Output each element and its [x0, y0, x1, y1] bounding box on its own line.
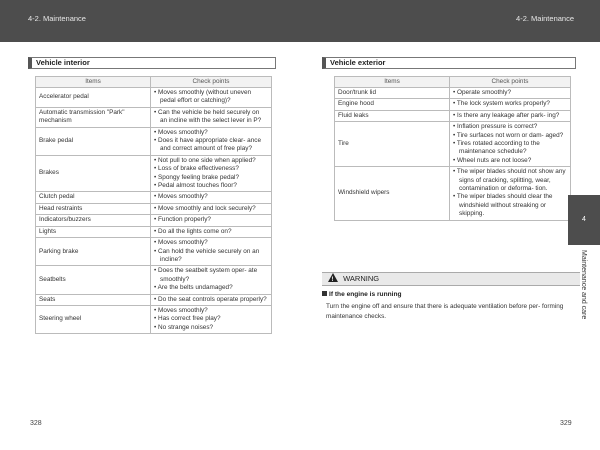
interior-section-title: Vehicle interior: [28, 57, 276, 69]
warning-subtitle-row: [322, 291, 580, 298]
check-point: • Can the vehicle be held securely on an incline with the select lever in P?: [154, 108, 262, 125]
table-row: [36, 266, 272, 294]
check-point: • Move smoothly and lock securely?: [154, 204, 256, 212]
header-right-title: 4-2. Maintenance: [516, 14, 574, 23]
warning-title: WARNING: [343, 274, 380, 283]
row-item-name: Fluid leaks: [335, 110, 450, 121]
row-check-points: [151, 294, 272, 305]
table-row: [36, 238, 272, 266]
table-row: [36, 226, 272, 237]
interior-checklist-table: [35, 76, 272, 334]
page-number-right: 329: [560, 420, 572, 427]
row-item-name: Brakes: [36, 155, 151, 192]
row-check-points: [151, 88, 272, 108]
row-check-points: [450, 110, 571, 121]
row-item-name: Parking brake: [36, 238, 151, 266]
check-point: • The wiper blades should clear the windshield without streaking or skipping.: [453, 193, 553, 218]
row-item-name: Tire: [335, 122, 450, 167]
row-item-name: Engine hood: [335, 99, 450, 110]
check-point: • No strange noises?: [154, 323, 214, 331]
row-item-name: Windshield wipers: [335, 167, 450, 220]
column-header-check-points: Check points: [151, 77, 272, 88]
row-check-points: [151, 107, 272, 127]
row-item-name: Lights: [36, 226, 151, 237]
table-row: [335, 99, 571, 110]
row-item-name: Seats: [36, 294, 151, 305]
check-point: • Are the belts undamaged?: [154, 284, 233, 292]
row-item-name: Head restraints: [36, 203, 151, 214]
table-row: [36, 305, 272, 333]
table-row: [36, 294, 272, 305]
row-check-points: [151, 226, 272, 237]
warning-subtitle: If the engine is running: [329, 291, 402, 298]
table-row: [335, 88, 571, 99]
check-point: • Moves smoothly?: [154, 193, 208, 201]
check-point: • Is there any leakage after park- ing?: [453, 111, 560, 119]
row-check-points: [151, 215, 272, 226]
row-item-name: Steering wheel: [36, 305, 151, 333]
page-header: [0, 0, 600, 42]
warning-triangle-icon: !: [328, 273, 338, 282]
row-check-points: [151, 127, 272, 155]
check-point: • Moves smoothly?: [154, 239, 208, 247]
column-header-items: Items: [335, 77, 450, 88]
row-item-name: Seatbelts: [36, 266, 151, 294]
square-bullet-icon: [322, 291, 327, 296]
check-point: • Inflation pressure is correct?: [453, 123, 538, 131]
table-row: [36, 107, 272, 127]
row-check-points: [450, 122, 571, 167]
chapter-tab-number: 4: [568, 195, 600, 245]
row-check-points: [450, 167, 571, 220]
row-item-name: Door/trunk lid: [335, 88, 450, 99]
check-point: • Function properly?: [154, 216, 211, 224]
check-point: • Do all the lights come on?: [154, 227, 232, 235]
column-header-check-points: Check points: [450, 77, 571, 88]
row-check-points: [151, 192, 272, 203]
check-point: • Do the seat controls operate properly?: [154, 295, 267, 303]
exterior-section-title: Vehicle exterior: [322, 57, 576, 69]
table-row: [36, 155, 272, 192]
check-point: • Does it have appropriate clear- ance and correct amount of free play?: [154, 137, 262, 153]
row-check-points: [151, 238, 272, 266]
warning-body: Turn the engine off and ensure that there is adequate ventilation before per- forming maintenance checks.: [326, 303, 564, 320]
row-check-points: [151, 305, 272, 333]
row-item-name: Brake pedal: [36, 127, 151, 155]
table-row: [335, 122, 571, 167]
row-check-points: [151, 203, 272, 214]
check-point: • Wheel nuts are not loose?: [453, 156, 532, 164]
column-header-items: Items: [36, 77, 151, 88]
table-row: [36, 127, 272, 155]
check-point: • Does the seatbelt system oper- ate smoothly?: [154, 267, 258, 283]
table-row: [36, 192, 272, 203]
check-point: • Has correct free play?: [154, 315, 221, 323]
table-row: [36, 88, 272, 108]
row-check-points: [151, 266, 272, 294]
exterior-checklist-table: [334, 76, 571, 221]
check-point: • Pedal almost touches floor?: [154, 182, 237, 190]
check-point: • Operate smoothly?: [453, 89, 512, 96]
row-item-name: Accelerator pedal: [36, 88, 151, 108]
check-point: • Moves smoothly (without uneven pedal effort or catching)?: [154, 89, 252, 105]
check-point: • Tire surfaces not worn or dam- aged?: [453, 131, 564, 139]
table-row: [36, 215, 272, 226]
check-point: • Spongy feeling brake pedal?: [154, 173, 240, 181]
check-point: • The lock system works properly?: [453, 100, 550, 108]
header-left-title: 4-2. Maintenance: [28, 14, 86, 23]
row-item-name: Automatic transmission "Park" mechanism: [36, 107, 151, 127]
check-point: • Loss of brake effectiveness?: [154, 165, 239, 173]
warning-header: [322, 272, 580, 286]
warning-box: [322, 272, 580, 321]
check-point: • Moves smoothly?: [154, 306, 208, 314]
check-point: • Not pull to one side when applied?: [154, 156, 256, 164]
row-check-points: [450, 88, 571, 99]
check-point: • Can hold the vehicle securely on an incline?: [154, 247, 260, 263]
page-number-left: 328: [30, 420, 42, 427]
chapter-tab-label: Maintenance and care: [580, 250, 587, 320]
table-row: [36, 203, 272, 214]
check-point: • The wiper blades should not show any signs of cracking, splitting, wear, contamination or deforma- tion.: [453, 168, 566, 193]
row-check-points: [151, 155, 272, 192]
check-point: • Tires rotated according to the maintenance schedule?: [453, 140, 540, 156]
row-item-name: Indicators/buzzers: [36, 215, 151, 226]
row-item-name: Clutch pedal: [36, 192, 151, 203]
row-check-points: [450, 99, 571, 110]
table-row: [335, 110, 571, 121]
check-point: • Moves smoothly?: [154, 128, 208, 136]
table-row: [335, 167, 571, 220]
